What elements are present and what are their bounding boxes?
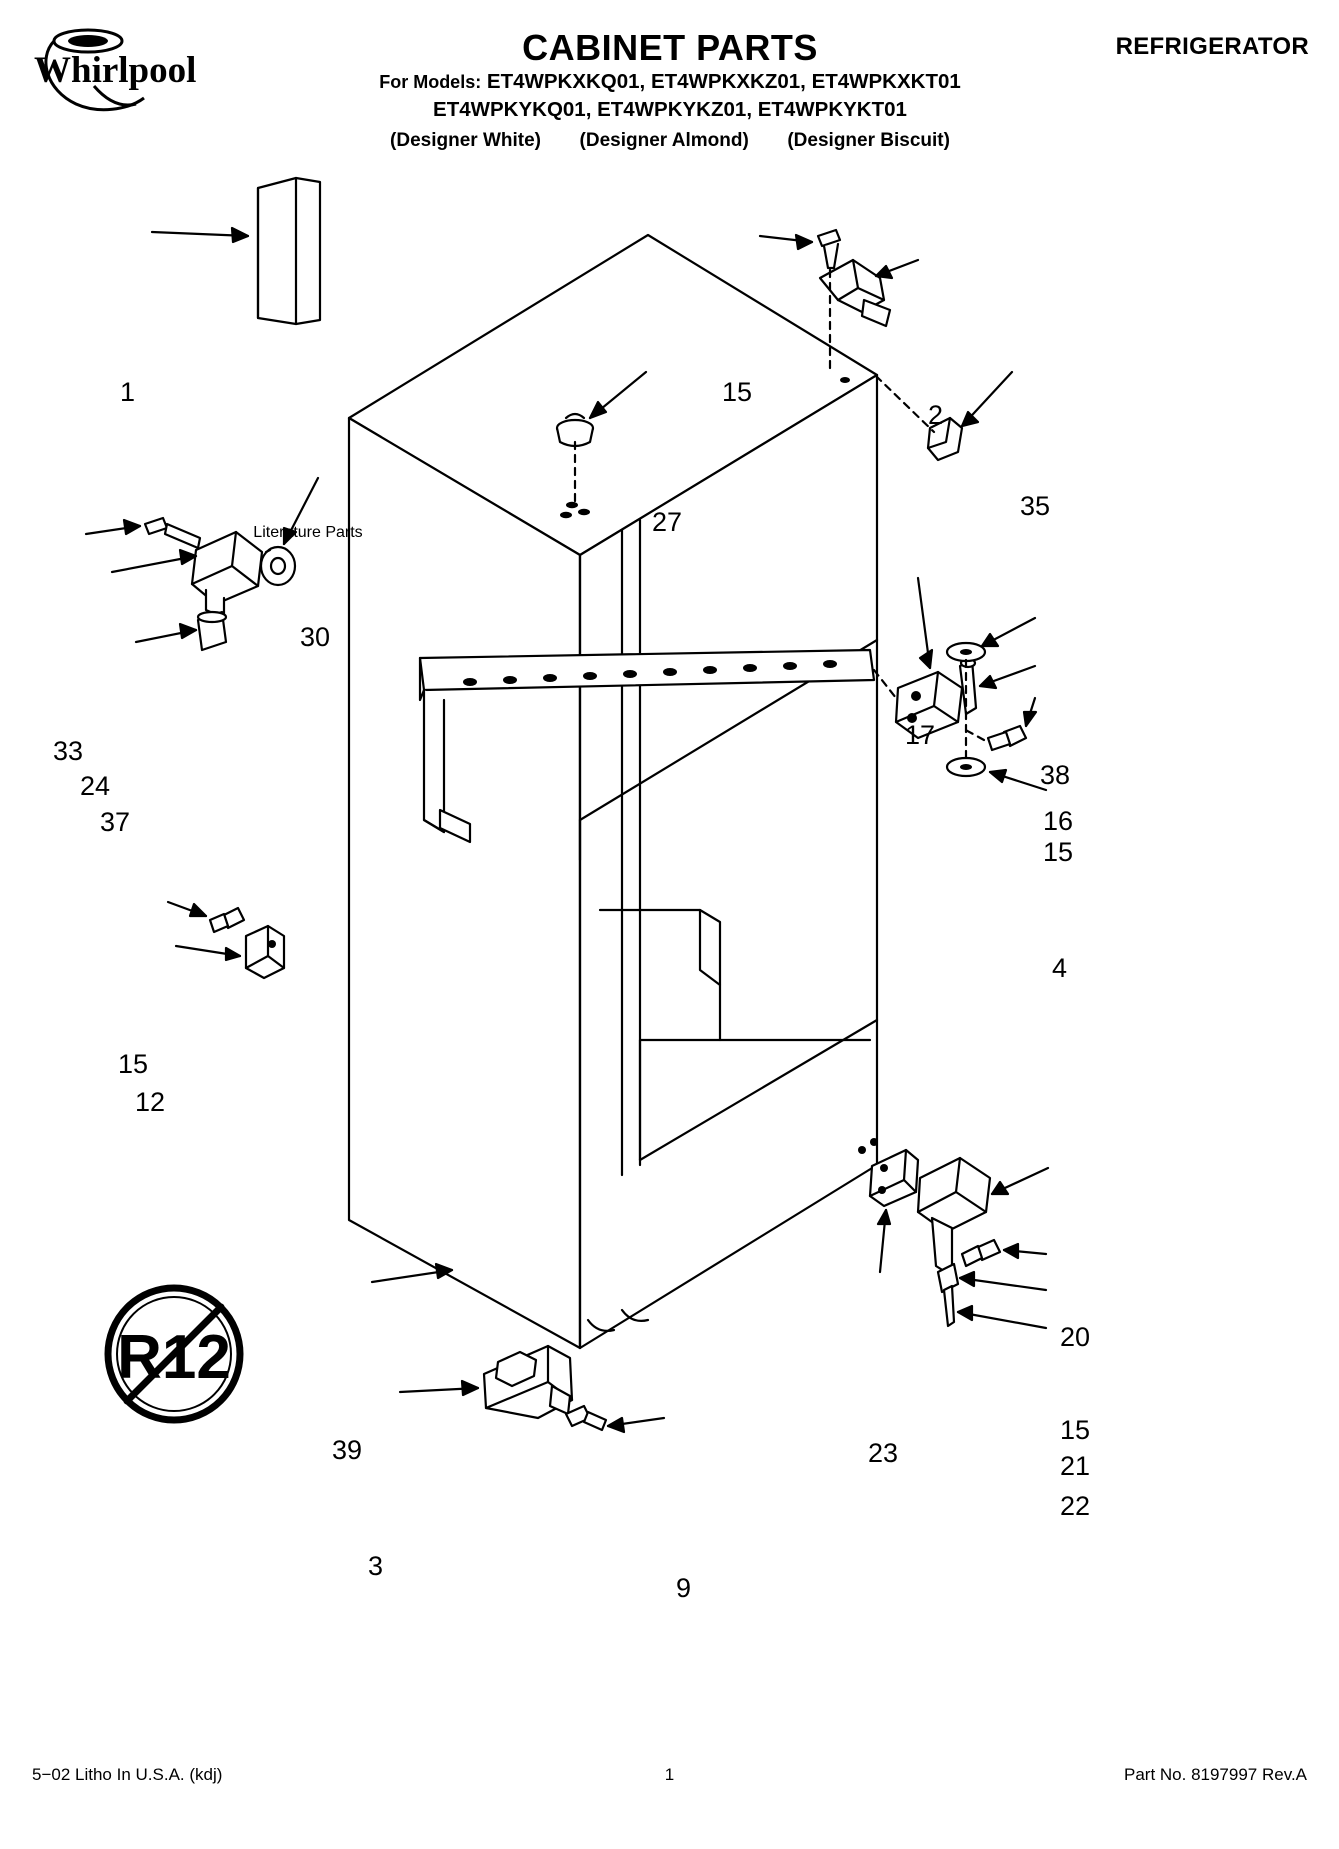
callout-30: 30 xyxy=(300,622,331,652)
callout-24: 24 xyxy=(80,771,111,801)
finish-white: (Designer White) xyxy=(390,130,541,151)
callout-22: 22 xyxy=(1060,1491,1091,1521)
part-15-screw-lower xyxy=(962,1240,1000,1266)
part-12-bracket xyxy=(246,926,284,978)
footer-part-number: Part No. 8197997 Rev.A xyxy=(1123,1765,1307,1784)
part-15-screw-left xyxy=(210,908,244,932)
callout-2: 2 xyxy=(928,400,944,430)
callout-38: 38 xyxy=(1040,760,1071,790)
callout-3: 3 xyxy=(368,1551,384,1581)
finish-almond: (Designer Almond) xyxy=(579,130,749,151)
footer-litho-info: 5−02 Litho In U.S.A. (kdj) xyxy=(32,1765,223,1784)
part-literature-booklet xyxy=(258,178,320,324)
finish-line xyxy=(250,130,1090,152)
part-4-washer xyxy=(947,758,985,776)
models-label: For Models: xyxy=(379,72,482,92)
title-block xyxy=(250,28,1090,152)
part-21-pin xyxy=(938,1264,958,1326)
whirlpool-logo xyxy=(28,24,248,134)
callout-15c: 15 xyxy=(118,1049,149,1079)
callout-27: 27 xyxy=(652,507,683,537)
callout-23: 23 xyxy=(868,1438,899,1468)
exploded-view-diagram xyxy=(0,160,1339,1750)
page-footer xyxy=(0,1765,1339,1795)
callout-15d: 15 xyxy=(1060,1415,1091,1445)
callout-4: 4 xyxy=(1052,953,1068,983)
part-15-screw-top xyxy=(818,230,840,268)
part-33-screw xyxy=(145,518,200,548)
part-9-screw xyxy=(566,1406,606,1430)
callout-37: 37 xyxy=(100,807,131,837)
no-r12-symbol xyxy=(108,1288,240,1420)
footer-page-number: 1 xyxy=(664,1765,675,1784)
callout-15b: 15 xyxy=(1043,837,1074,867)
callout-17: 17 xyxy=(905,720,936,750)
finish-biscuit: (Designer Biscuit) xyxy=(787,130,950,151)
callout-16: 16 xyxy=(1043,806,1074,836)
part-30-bushing xyxy=(261,547,295,585)
page-title: CABINET PARTS xyxy=(522,27,818,68)
callout-21: 21 xyxy=(1060,1451,1091,1481)
part-24-hinge-bracket xyxy=(192,532,262,618)
callout-15a: 15 xyxy=(722,377,753,407)
callout-39: 39 xyxy=(332,1435,363,1465)
models-list-2: ET4WPKYKQ01, ET4WPKYKZ01, ET4WPKYKT01 xyxy=(433,98,907,121)
part-37-spacer xyxy=(198,612,226,650)
callout-35: 35 xyxy=(1020,491,1051,521)
models-line-2 xyxy=(250,96,1090,124)
callout-1: 1 xyxy=(120,377,136,407)
part-3-roller-assembly xyxy=(484,1346,572,1418)
callout-20: 20 xyxy=(1060,1322,1091,1352)
models-list-1: ET4WPKXKQ01, ET4WPKXKZ01, ET4WPKXKT01 xyxy=(486,70,961,93)
callout-9: 9 xyxy=(676,1573,692,1603)
svg-text:Whirlpool: Whirlpool xyxy=(34,50,197,91)
callout-33: 33 xyxy=(53,736,84,766)
literature-parts-caption: Literature Parts xyxy=(253,524,363,541)
svg-text:R12: R12 xyxy=(117,1323,231,1392)
part-38-washer xyxy=(947,643,985,661)
appliance-type: REFRIGERATOR xyxy=(1115,33,1309,60)
models-line-1 xyxy=(250,68,1090,96)
callout-12: 12 xyxy=(135,1087,166,1117)
part-15-screw-mid xyxy=(988,726,1026,750)
